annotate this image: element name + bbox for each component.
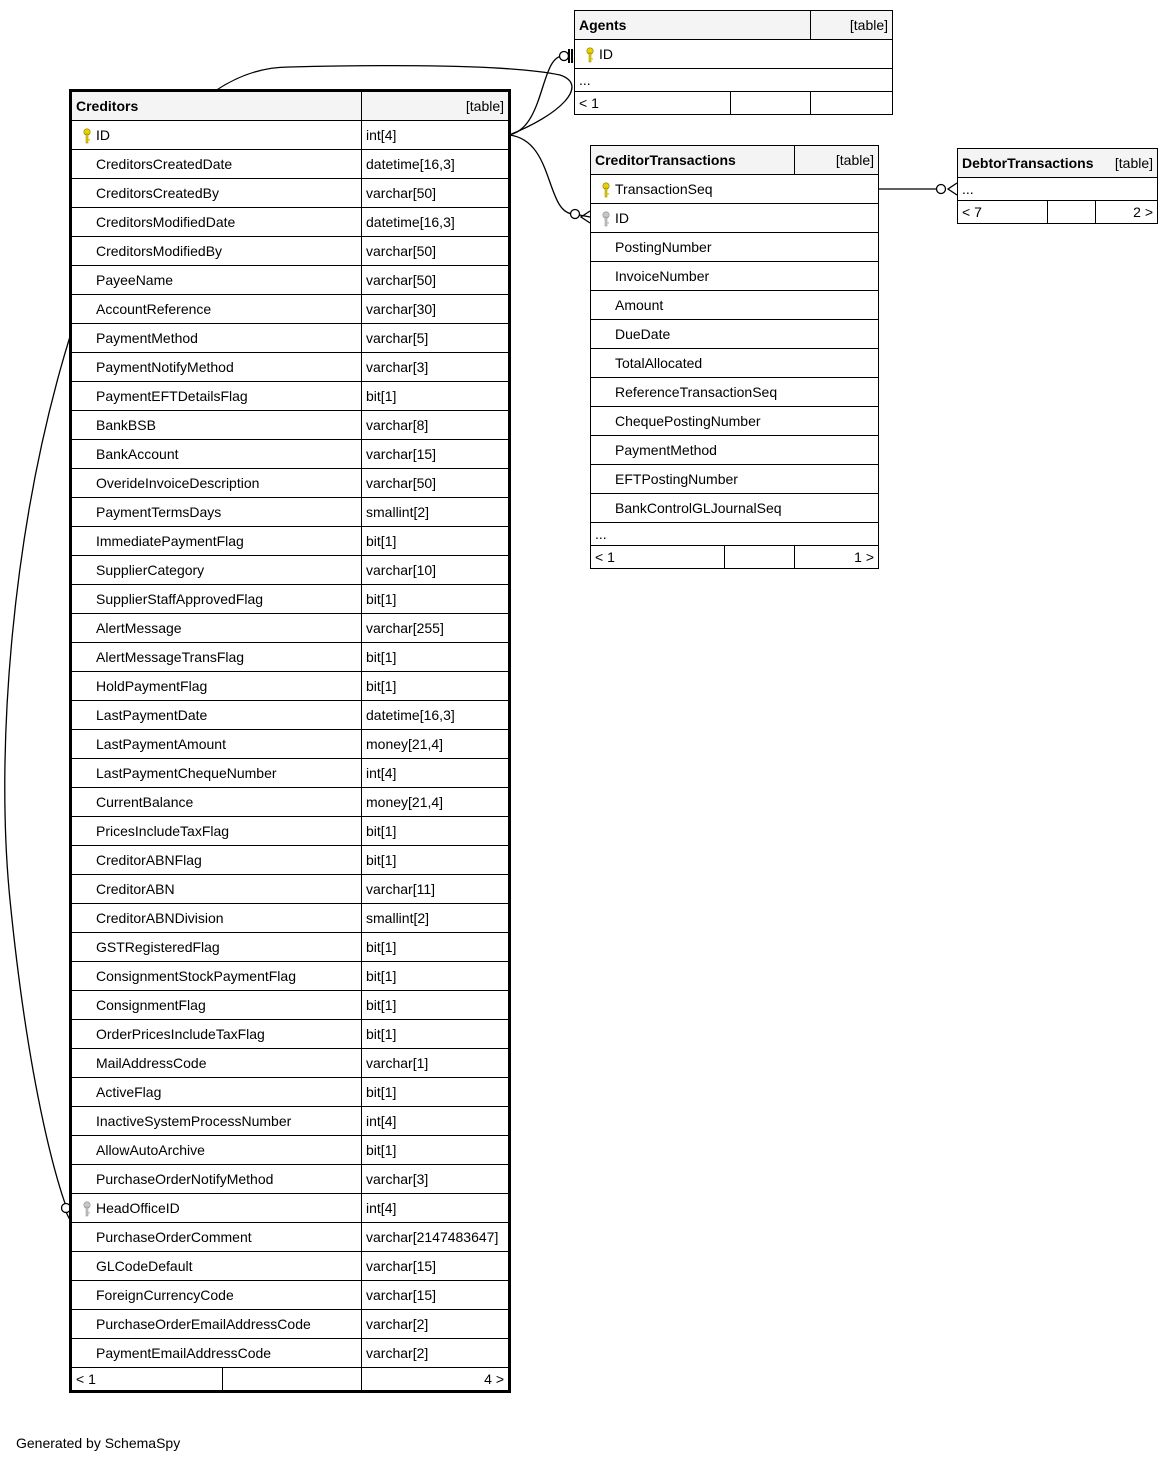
column-cell bbox=[72, 730, 362, 759]
column-type: int[4] bbox=[362, 121, 509, 150]
column-cell bbox=[72, 933, 362, 962]
column-cell bbox=[591, 320, 879, 349]
parent-count: < 1 bbox=[575, 92, 731, 115]
column-name: SupplierStaffApprovedFlag bbox=[96, 591, 264, 607]
column-name: PaymentTermsDays bbox=[96, 504, 222, 520]
row-count bbox=[731, 92, 811, 115]
column-row bbox=[72, 440, 509, 469]
more-columns: ... bbox=[958, 178, 1158, 201]
column-cell bbox=[72, 237, 362, 266]
column-row bbox=[72, 527, 509, 556]
column-row bbox=[72, 1194, 509, 1223]
column-row bbox=[72, 614, 509, 643]
column-name: ReferenceTransactionSeq bbox=[615, 384, 778, 400]
column-name: ChequePostingNumber bbox=[615, 413, 761, 429]
column-row bbox=[72, 817, 509, 846]
column-type: bit[1] bbox=[362, 962, 509, 991]
column-cell bbox=[72, 1339, 362, 1368]
column-cell bbox=[72, 121, 362, 150]
entity-title: CreditorTransactions bbox=[591, 146, 795, 175]
column-row bbox=[72, 498, 509, 527]
column-name: EFTPostingNumber bbox=[615, 471, 738, 487]
entity-debtor-transactions bbox=[957, 148, 1158, 224]
column-cell bbox=[591, 465, 879, 494]
column-row bbox=[72, 1165, 509, 1194]
column-type: bit[1] bbox=[362, 1020, 509, 1049]
column-name: CurrentBalance bbox=[96, 794, 194, 810]
column-type: bit[1] bbox=[362, 527, 509, 556]
column-cell bbox=[591, 378, 879, 407]
column-name: ImmediatePaymentFlag bbox=[96, 533, 244, 549]
column-cell bbox=[72, 1310, 362, 1339]
column-cell bbox=[72, 266, 362, 295]
column-type: datetime[16,3] bbox=[362, 208, 509, 237]
column-row bbox=[591, 233, 879, 262]
column-cell bbox=[591, 262, 879, 291]
column-row bbox=[72, 759, 509, 788]
column-name: ForeignCurrencyCode bbox=[96, 1287, 234, 1303]
column-name: PayeeName bbox=[96, 272, 174, 288]
column-type: int[4] bbox=[362, 1194, 509, 1223]
column-row bbox=[591, 465, 879, 494]
column-row bbox=[72, 933, 509, 962]
entity-type-tag: [table] bbox=[795, 146, 879, 175]
column-row bbox=[72, 324, 509, 353]
column-type: bit[1] bbox=[362, 672, 509, 701]
column-name: GSTRegisteredFlag bbox=[96, 939, 220, 955]
column-name: CreditorsCreatedBy bbox=[96, 185, 219, 201]
edge-creditors-creditortransactions bbox=[509, 135, 590, 217]
column-type: varchar[15] bbox=[362, 1281, 509, 1310]
column-cell bbox=[72, 962, 362, 991]
column-type: money[21,4] bbox=[362, 730, 509, 759]
child-count: 4 > bbox=[362, 1368, 509, 1391]
column-type: varchar[50] bbox=[362, 266, 509, 295]
column-type: varchar[15] bbox=[362, 1252, 509, 1281]
column-row bbox=[72, 208, 509, 237]
column-cell bbox=[591, 494, 879, 523]
column-row bbox=[72, 875, 509, 904]
column-name: PaymentMethod bbox=[96, 330, 198, 346]
row-count bbox=[1048, 201, 1096, 224]
column-row bbox=[72, 846, 509, 875]
column-name: ID bbox=[615, 210, 629, 226]
column-row bbox=[591, 349, 879, 378]
column-row bbox=[72, 237, 509, 266]
column-type: smallint[2] bbox=[362, 498, 509, 527]
column-type: varchar[50] bbox=[362, 179, 509, 208]
column-name: OverideInvoiceDescription bbox=[96, 475, 260, 491]
column-row bbox=[72, 1049, 509, 1078]
column-cell bbox=[72, 1020, 362, 1049]
column-cell bbox=[591, 291, 879, 320]
column-name: PaymentEmailAddressCode bbox=[96, 1345, 272, 1361]
column-type: varchar[2] bbox=[362, 1339, 509, 1368]
column-type: bit[1] bbox=[362, 382, 509, 411]
column-row bbox=[72, 904, 509, 933]
column-cell bbox=[72, 353, 362, 382]
column-cell bbox=[72, 1165, 362, 1194]
column-type: varchar[8] bbox=[362, 411, 509, 440]
column-cell bbox=[72, 701, 362, 730]
column-name: OrderPricesIncludeTaxFlag bbox=[96, 1026, 265, 1042]
column-name: AlertMessageTransFlag bbox=[96, 649, 245, 665]
column-type: bit[1] bbox=[362, 585, 509, 614]
column-name: InvoiceNumber bbox=[615, 268, 710, 284]
column-type: money[21,4] bbox=[362, 788, 509, 817]
column-name: Amount bbox=[615, 297, 664, 313]
column-cell bbox=[72, 817, 362, 846]
column-type: bit[1] bbox=[362, 817, 509, 846]
column-type: bit[1] bbox=[362, 933, 509, 962]
column-name: ID bbox=[599, 46, 613, 62]
column-name: BankControlGLJournalSeq bbox=[615, 500, 782, 516]
child-count: 1 > bbox=[795, 546, 879, 569]
column-name: ID bbox=[96, 127, 110, 143]
column-row bbox=[72, 643, 509, 672]
entity-type-tag: [table] bbox=[362, 92, 509, 121]
column-name: GLCodeDefault bbox=[96, 1258, 193, 1274]
column-cell bbox=[72, 208, 362, 237]
entity-title: DebtorTransactions bbox=[962, 155, 1094, 171]
column-name: LastPaymentDate bbox=[96, 707, 208, 723]
column-cell bbox=[72, 498, 362, 527]
column-name: PaymentNotifyMethod bbox=[96, 359, 234, 375]
parent-count: < 7 bbox=[958, 201, 1048, 224]
column-row bbox=[72, 962, 509, 991]
column-name: MailAddressCode bbox=[96, 1055, 207, 1071]
entity-type-tag: [table] bbox=[811, 11, 893, 40]
column-cell bbox=[72, 324, 362, 353]
column-name: PurchaseOrderNotifyMethod bbox=[96, 1171, 274, 1187]
column-row bbox=[72, 469, 509, 498]
column-type: bit[1] bbox=[362, 991, 509, 1020]
column-row bbox=[591, 407, 879, 436]
child-count bbox=[811, 92, 893, 115]
row-count bbox=[223, 1368, 362, 1391]
column-cell bbox=[72, 1078, 362, 1107]
column-type: smallint[2] bbox=[362, 904, 509, 933]
column-row bbox=[72, 1223, 509, 1252]
column-cell bbox=[72, 614, 362, 643]
column-cell bbox=[72, 1136, 362, 1165]
column-row bbox=[591, 378, 879, 407]
column-cell bbox=[72, 150, 362, 179]
column-cell bbox=[72, 1223, 362, 1252]
parent-count: < 1 bbox=[72, 1368, 223, 1391]
entity-header bbox=[958, 149, 1158, 178]
edge-creditors-agents bbox=[509, 56, 563, 135]
column-name: LastPaymentAmount bbox=[96, 736, 226, 752]
column-cell bbox=[72, 846, 362, 875]
column-cell bbox=[72, 411, 362, 440]
column-name: DueDate bbox=[615, 326, 671, 342]
column-name: PaymentEFTDetailsFlag bbox=[96, 388, 248, 404]
column-row bbox=[72, 295, 509, 324]
column-row bbox=[72, 1281, 509, 1310]
column-name: PurchaseOrderEmailAddressCode bbox=[96, 1316, 311, 1332]
column-name: PricesIncludeTaxFlag bbox=[96, 823, 230, 839]
column-type: bit[1] bbox=[362, 643, 509, 672]
column-name: InactiveSystemProcessNumber bbox=[96, 1113, 292, 1129]
column-type: varchar[5] bbox=[362, 324, 509, 353]
column-row bbox=[72, 266, 509, 295]
primary-key-icon bbox=[78, 128, 96, 144]
column-name: BankAccount bbox=[96, 446, 179, 462]
column-name: CreditorABN bbox=[96, 881, 175, 897]
column-cell bbox=[72, 1252, 362, 1281]
column-name: CreditorsModifiedBy bbox=[96, 243, 223, 259]
edge-creditors-agents-optional-end bbox=[560, 52, 569, 61]
column-type: varchar[255] bbox=[362, 614, 509, 643]
primary-key-icon bbox=[581, 47, 599, 63]
column-row bbox=[591, 204, 879, 233]
column-row bbox=[72, 179, 509, 208]
column-row bbox=[72, 788, 509, 817]
column-row bbox=[72, 1339, 509, 1368]
column-cell bbox=[591, 436, 879, 465]
column-row bbox=[72, 1252, 509, 1281]
entity-title: Creditors bbox=[72, 92, 362, 121]
column-name: ActiveFlag bbox=[96, 1084, 162, 1100]
column-row bbox=[72, 353, 509, 382]
column-cell bbox=[72, 904, 362, 933]
column-cell bbox=[72, 672, 362, 701]
column-row bbox=[72, 1136, 509, 1165]
column-cell bbox=[72, 556, 362, 585]
more-columns: ... bbox=[591, 523, 879, 546]
column-row bbox=[575, 40, 893, 69]
entity-creditor-transactions bbox=[590, 145, 879, 569]
entity-agents bbox=[574, 10, 893, 115]
column-type: varchar[30] bbox=[362, 295, 509, 324]
column-type: varchar[1] bbox=[362, 1049, 509, 1078]
entity-title: Agents bbox=[575, 11, 811, 40]
column-row bbox=[72, 382, 509, 411]
column-row bbox=[72, 1078, 509, 1107]
column-cell bbox=[591, 204, 879, 233]
column-name: ConsignmentStockPaymentFlag bbox=[96, 968, 296, 984]
column-type: varchar[50] bbox=[362, 237, 509, 266]
column-type: varchar[3] bbox=[362, 353, 509, 382]
column-cell bbox=[591, 349, 879, 378]
column-row bbox=[72, 556, 509, 585]
column-row bbox=[591, 175, 879, 204]
column-row bbox=[72, 585, 509, 614]
column-type: varchar[15] bbox=[362, 440, 509, 469]
foreign-key-icon bbox=[597, 211, 615, 227]
foreign-key-icon bbox=[78, 1201, 96, 1217]
column-cell bbox=[72, 1107, 362, 1136]
column-cell bbox=[72, 382, 362, 411]
column-cell bbox=[72, 759, 362, 788]
column-name: CreditorsModifiedDate bbox=[96, 214, 236, 230]
column-cell bbox=[591, 407, 879, 436]
column-cell bbox=[72, 585, 362, 614]
column-type: bit[1] bbox=[362, 846, 509, 875]
column-cell bbox=[72, 788, 362, 817]
column-name: TransactionSeq bbox=[615, 181, 713, 197]
column-row bbox=[72, 701, 509, 730]
column-name: HeadOfficeID bbox=[96, 1200, 180, 1216]
column-name: SupplierCategory bbox=[96, 562, 205, 578]
column-name: TotalAllocated bbox=[615, 355, 703, 371]
column-name: BankBSB bbox=[96, 417, 156, 433]
column-cell bbox=[72, 469, 362, 498]
column-name: HoldPaymentFlag bbox=[96, 678, 208, 694]
generated-by-note: Generated by SchemaSpy bbox=[16, 1435, 181, 1451]
column-row bbox=[72, 411, 509, 440]
more-columns: ... bbox=[575, 69, 893, 92]
column-row bbox=[591, 494, 879, 523]
column-type: varchar[2147483647] bbox=[362, 1223, 509, 1252]
entity-type-tag: [table] bbox=[1114, 155, 1154, 171]
column-type: varchar[2] bbox=[362, 1310, 509, 1339]
column-name: CreditorsCreatedDate bbox=[96, 156, 233, 172]
column-row bbox=[591, 436, 879, 465]
column-type: varchar[3] bbox=[362, 1165, 509, 1194]
column-row bbox=[591, 320, 879, 349]
column-row bbox=[72, 121, 509, 150]
column-type: varchar[50] bbox=[362, 469, 509, 498]
column-cell bbox=[72, 1281, 362, 1310]
column-name: LastPaymentChequeNumber bbox=[96, 765, 277, 781]
column-name: AccountReference bbox=[96, 301, 212, 317]
column-cell bbox=[72, 1049, 362, 1078]
column-cell bbox=[591, 233, 879, 262]
column-cell bbox=[72, 991, 362, 1020]
parent-count: < 1 bbox=[591, 546, 725, 569]
column-row bbox=[72, 1020, 509, 1049]
child-count: 2 > bbox=[1096, 201, 1158, 224]
column-cell bbox=[72, 1194, 362, 1223]
column-name: PostingNumber bbox=[615, 239, 712, 255]
column-name: CreditorABNDivision bbox=[96, 910, 224, 926]
entity-creditors bbox=[71, 91, 509, 1391]
column-cell bbox=[72, 295, 362, 324]
row-count bbox=[725, 546, 795, 569]
column-row bbox=[72, 150, 509, 179]
primary-key-icon bbox=[597, 182, 615, 198]
column-type: datetime[16,3] bbox=[362, 701, 509, 730]
column-cell bbox=[72, 527, 362, 556]
column-name: CreditorABNFlag bbox=[96, 852, 202, 868]
column-type: varchar[10] bbox=[362, 556, 509, 585]
column-type: int[4] bbox=[362, 759, 509, 788]
column-type: bit[1] bbox=[362, 1136, 509, 1165]
column-type: datetime[16,3] bbox=[362, 150, 509, 179]
column-row bbox=[591, 262, 879, 291]
column-cell bbox=[72, 643, 362, 672]
column-row bbox=[72, 991, 509, 1020]
column-type: bit[1] bbox=[362, 1078, 509, 1107]
column-type: int[4] bbox=[362, 1107, 509, 1136]
column-name: ConsignmentFlag bbox=[96, 997, 206, 1013]
column-name: AllowAutoArchive bbox=[96, 1142, 205, 1158]
column-name: PaymentMethod bbox=[615, 442, 717, 458]
column-cell bbox=[72, 179, 362, 208]
column-cell bbox=[591, 175, 879, 204]
column-row bbox=[72, 730, 509, 759]
column-type: varchar[11] bbox=[362, 875, 509, 904]
column-row bbox=[72, 672, 509, 701]
column-row bbox=[591, 291, 879, 320]
column-name: PurchaseOrderComment bbox=[96, 1229, 252, 1245]
column-row bbox=[72, 1310, 509, 1339]
column-row bbox=[72, 1107, 509, 1136]
column-name: AlertMessage bbox=[96, 620, 182, 636]
column-cell bbox=[72, 875, 362, 904]
column-cell bbox=[72, 440, 362, 469]
